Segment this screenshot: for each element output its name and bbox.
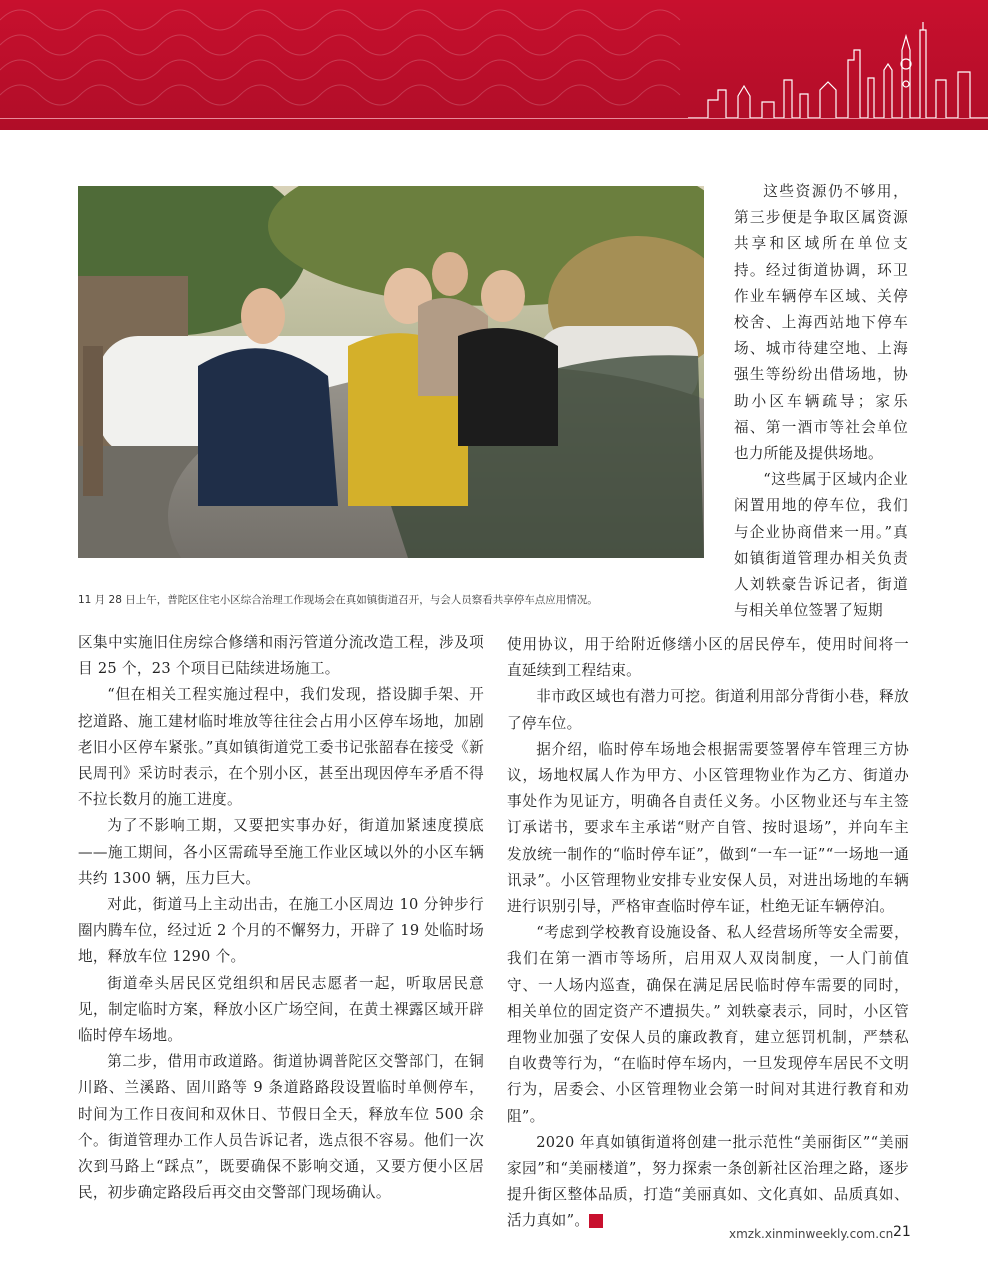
paragraph: 这些资源仍不够用，第三步便是争取区属资源共享和区域所在单位支持。经过街道协调，环卫作业车辆停车区域、关停校舍、上海西站地下停车场、城市待建空地、上海强生等纷纷出借场地，协助小区车辆疏导；家乐福、第一酒市等社会单位也力所能及提供场地。	[734, 183, 908, 463]
left-column	[78, 630, 484, 1206]
photo-caption: 11 月 28 日上午，普陀区住宅小区综合治理工作现场会在真如镇街道召开，与会人员察看共享停车点应用情况。	[78, 594, 598, 606]
banner-divider	[0, 118, 988, 119]
paragraph-final	[507, 1130, 909, 1235]
side-column	[734, 179, 908, 624]
paragraph: “这些属于区域内企业闲置用地的停车位，我们与企业协商借来一用。”真如镇街道管理办相关负责人刘轶豪告诉记者，街道与相关单位签署了短期	[734, 471, 908, 620]
paragraph: 区集中实施旧住房综合修缮和雨污管道分流改造工程，涉及项目 25 个，23 个项目已陆续进场施工。	[78, 634, 484, 678]
paragraph: 为了不影响工期，又要把实事办好，街道加紧速度摸底——施工期间，各小区需疏导至施工作业区域以外的小区车辆共约 1300 辆，压力巨大。	[78, 817, 484, 887]
news-photo	[78, 186, 704, 558]
header-banner	[0, 0, 988, 130]
paragraph: 非市政区域也有潜力可挖。街道利用部分背街小巷，释放了停车位。	[507, 688, 909, 732]
paragraph: 街道牵头居民区党组织和居民志愿者一起，听取居民意见，制定临时方案，释放小区广场空间，在黄土裸露区域开辟临时停车场地。	[78, 974, 484, 1045]
paragraph: “考虑到学校教育设施设备、私人经营场所等安全需要，我们在第一酒市等场所，启用双人双岗制度，一人门前值守、一人场内巡查，确保在满足居民临时停车需要的同时，相关单位的固定资产不遭损失。” 刘轶豪表示，同时，小区管理物业加强了安保人员的廉政教育，建立惩罚机制，严禁私自收费等行为，“在临时停车场内，一旦发现停车居民不文明行为，居委会、小区管理物业会第一时间对其进行教育和劝阻”。	[507, 924, 909, 1125]
paragraph: 对此，街道马上主动出击，在施工小区周边 10 分钟步行圈内腾车位，经过近 2 个月的不懈努力，开辟了 19 处临时场地，释放车位 1290 个。	[78, 896, 484, 966]
paragraph-text: 2020 年真如镇街道将创建一批示范性“美丽街区”“美丽家园”和“美丽楼道”，努力探索一条创新社区治理之路，逐步提升街区整体品质，打造“美丽真如、文化真如、品质真如、活力真如”。	[507, 1133, 909, 1230]
paragraph: “但在相关工程实施过程中，我们发现，搭设脚手架、开挖道路、施工建材临时堆放等往往会占用小区停车场地，加剧老旧小区停车紧张。”真如镇街道党工委书记张韶春在接受《新民周刊》采访时表示，在个别小区，甚至出现因停车矛盾不得不拉长数月的施工进度。	[78, 686, 484, 809]
footer-url: xmzk.xinminweekly.com.cn	[729, 1227, 894, 1241]
photo-illustration	[78, 186, 704, 558]
right-column	[507, 632, 909, 1235]
end-mark-logo-icon: 民	[589, 1214, 603, 1228]
paragraph: 使用协议，用于给附近修缮小区的居民停车，使用时间将一直延续到工程结束。	[507, 636, 909, 680]
page-number: 21	[893, 1224, 911, 1240]
paragraph: 第二步，借用市政道路。街道协调普陀区交警部门，在铜川路、兰溪路、固川路等 9 条道路路段设置临时单侧停车，时间为工作日夜间和双休日、节假日全天，释放车位 500 余个。街道管理办工作人员告诉记者，选点很不容易。他们一次次到马路上“踩点”，既要确保不影响交通，又要方便小区居民，初步确定路段后再交由交警部门现场确认。	[78, 1053, 484, 1202]
paragraph: 据介绍，临时停车场地会根据需要签署停车管理三方协议，场地权属人作为甲方、小区管理物业作为乙方、街道办事处作为见证方，明确各自责任义务。小区物业还与车主签订承诺书，要求车主承诺“财产自管、按时退场”，并向车主发放统一制作的“临时停车证”，做到“一车一证”“一场地一通讯录”。小区管理物业安排专业安保人员，对进出场地的车辆进行识别引导，严格审查临时停车证，杜绝无证车辆停泊。	[507, 740, 909, 916]
city-skyline-icon	[688, 20, 988, 130]
